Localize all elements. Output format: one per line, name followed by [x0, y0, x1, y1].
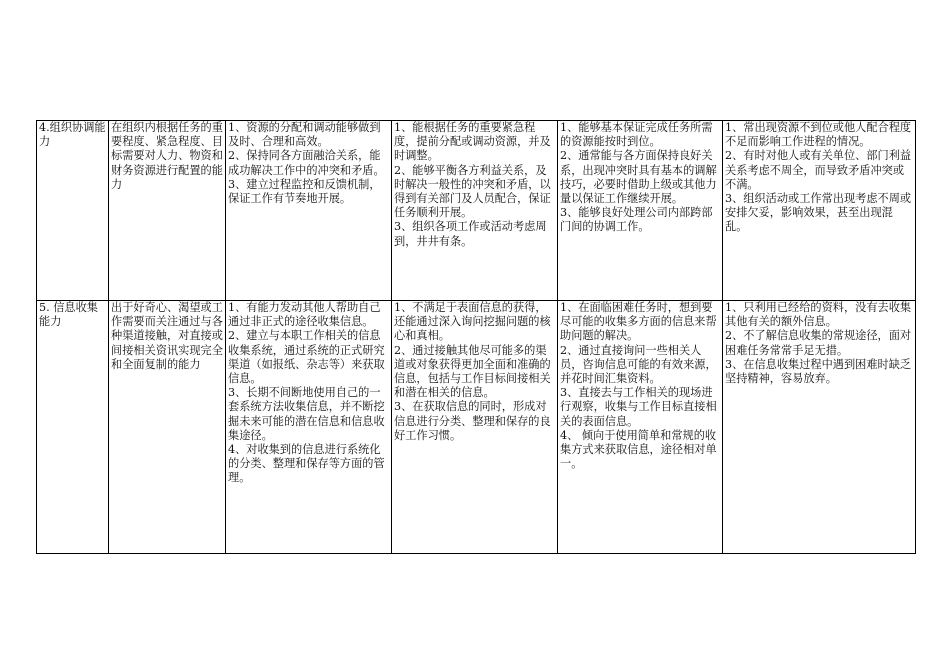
competency-name-cell — [37, 121, 109, 301]
level-item: 3、建立过程监控和反馈机制，保证工作有节奏地开展。 — [228, 177, 381, 206]
competency-definition-cell — [109, 121, 226, 301]
level-item: 1、在面临困难任务时，想到要尽可能的收集多方面的信息来帮助问题的解决。 — [560, 301, 717, 343]
level-cell — [226, 301, 392, 554]
level-item: 2、保持同各方面融洽关系，能成功解决工作中的冲突和矛盾。 — [228, 149, 385, 177]
level-item: 2、通过直接询问一些相关人员，咨询信息可能的有效来源，并花时间汇集资料。 — [560, 343, 717, 386]
level-item: 3、组织活动或工作常出现考虑不周或安排欠妥，影响效果，甚至出现混乱。 — [725, 192, 912, 234]
level-cell — [723, 121, 916, 301]
level-item: 3、能够良好处理公司内部跨部门间的协调工作。 — [560, 206, 713, 234]
level-cell — [392, 121, 558, 301]
level-item: 3、在信息收集过程中遇到困难时缺乏坚持精神，容易放弃。 — [725, 357, 912, 386]
level-cell — [723, 301, 916, 554]
level-item: 4、对收集到的信息进行系统化的分类、整理和保存等方面的管理。 — [228, 443, 385, 485]
competency-name-cell — [37, 301, 109, 554]
level-item: 3、在获取信息的同时，形成对信息进行分类、整理和保存的良好工作习惯。 — [394, 400, 551, 442]
table-row — [37, 121, 916, 301]
level-item: 2、不了解信息收集的常规途径，面对困难任务常常手足无措。 — [725, 329, 912, 357]
level-item: 2、能够平衡各方利益关系，及时解决一般性的冲突和矛盾，以得到有关部门及人员配合，保证任务顺利开展。 — [394, 163, 551, 220]
competency-definition: 在组织内根据任务的重要程度、紧急程度、目标需要对人力、物资和财务资源进行配置的能力 — [111, 121, 223, 191]
level-item: 2、通常能与各方面保持良好关系，出现冲突时具有基本的调解技巧，必要时借助上级或其他力量以保证工作继续开展。 — [560, 149, 717, 206]
competency-table — [36, 120, 916, 554]
level-item: 1、常出现资源不到位或他人配合程度不足而影响工作进程的情况。 — [725, 121, 912, 149]
competency-name: 4.组织协调能力 — [39, 121, 106, 149]
level-item: 2、建立与本职工作相关的信息收集系统，通过系统的正式研究渠道（如报纸、杂志等）来获取信息。 — [228, 329, 385, 386]
table-row — [37, 301, 916, 554]
level-item: 1、能够基本保证完成任务所需的资源能按时到位。 — [560, 121, 713, 149]
level-item: 3、直接去与工作相关的现场进行观察，收集与工作目标直接相关的表面信息。 — [560, 386, 717, 428]
level-item: 1、能根据任务的重要紧急程度，提前分配或调动资源，并及时调整。 — [394, 121, 551, 163]
level-item: 2、通过接触其他尽可能多的渠道或对象获得更加全面和准确的信息，包括与工作目标间接相关和潜在相关的信息。 — [394, 343, 551, 400]
level-item: 3、组织各项工作或活动考虑周到，井井有条。 — [394, 220, 547, 248]
level-item: 3、长期不间断地使用自己的一套系统方法收集信息，并不断挖掘未来可能的潜在信息和信息收集途径。 — [228, 386, 385, 442]
level-item: 1、有能力发动其他人帮助自己通过非正式的途径收集信息。 — [228, 301, 381, 329]
level-item: 1、不满足于表面信息的获得，还能通过深入询问挖掘问题的核心和真相。 — [394, 301, 551, 343]
level-item: 1、只利用已经给的资料，没有去收集其他有关的额外信息。 — [725, 301, 912, 329]
level-cell — [226, 121, 392, 301]
competency-name: 5. 信息收集能力 — [39, 301, 98, 329]
level-cell — [392, 301, 558, 554]
competency-definition: 出于好奇心、渴望或工作需要而关注通过与各种渠道接触，对直接或间接相关资讯实现完全和全面复制的能力 — [111, 301, 223, 371]
level-item: 1、资源的分配和调动能够做到及时、合理和高效。 — [228, 121, 381, 149]
level-cell — [558, 121, 723, 301]
level-item: 2、有时对他人或有关单位、部门利益关系考虑不周全，而导致矛盾冲突或不满。 — [725, 149, 912, 191]
level-item: 4、 倾向于使用简单和常规的收集方式来获取信息，途径相对单一。 — [560, 428, 717, 471]
level-cell — [558, 301, 723, 554]
competency-definition-cell — [109, 301, 226, 554]
